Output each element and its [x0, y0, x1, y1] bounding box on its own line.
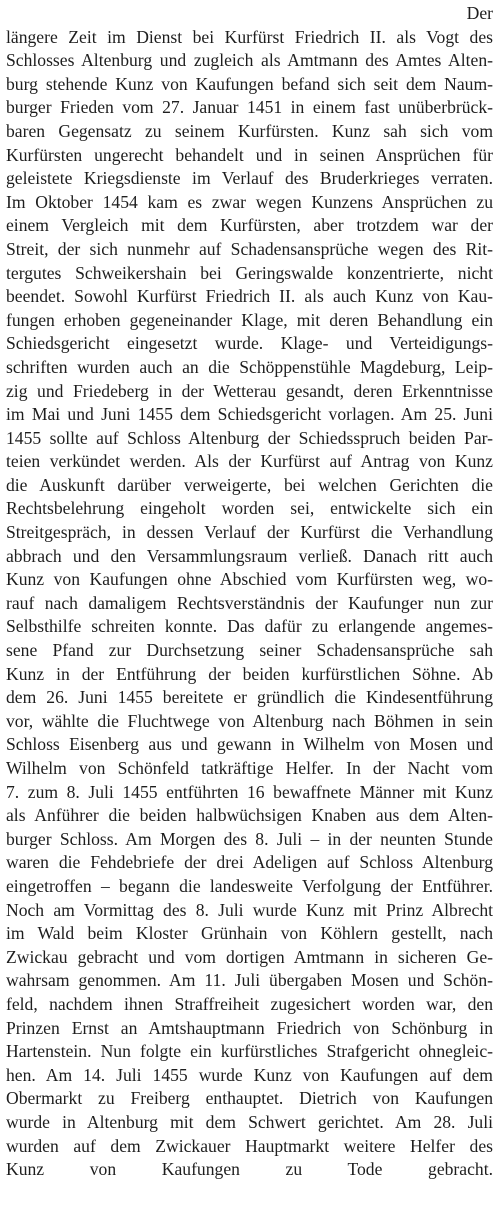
text-line: rauf nach damaligem Rechtsverständnis der Kaufunger nun zur: [6, 592, 493, 613]
text-line: die Auskunft darüber verweigerte, bei welchen Gerichten die: [6, 474, 493, 495]
text-line: vor, wählte die Fluchtwege von Altenburg nach Böhmen in sein: [6, 710, 493, 731]
text-line: Obermarkt zu Freiberg enthauptet. Dietrich von Kaufungen: [6, 1088, 493, 1109]
text-line: geleistete Kriegsdienste im Verlauf des Bruderkrieges verraten.: [6, 168, 493, 189]
text-line: Schlosses Altenburg und zugleich als Amtmann des Amtes Alten-: [6, 50, 493, 71]
text-line: wurde in Altenburg mit dem Schwert gerichtet. Am 28. Juli: [6, 1111, 493, 1132]
text-line: Selbsthilfe schreiten konnte. Das dafür zu erlangende angemes-: [6, 616, 493, 637]
text-line: wahrsam genommen. Am 11. Juli übergaben Mosen und Schön-: [6, 970, 493, 991]
text-line: im Mai und Juni 1455 dem Schiedsgericht vorlagen. Am 25. Juni: [6, 404, 493, 425]
text-line: Zwickau gebracht und vom dortigen Amtmann in sicheren Ge-: [6, 946, 493, 967]
text-line: wurden auf dem Zwickauer Hauptmarkt weitere Helfer des: [6, 1135, 493, 1156]
text-line: eingetroffen – begann die landesweite Verfolgung der Entführer.: [6, 875, 493, 896]
text-line: Prinzen Ernst an Amtshauptmann Friedrich von Schönburg in: [6, 1017, 493, 1038]
text-line: waren die Fehdebriefe der drei Adeligen auf Schloss Altenburg: [6, 852, 493, 873]
text-line: Kunz von Kaufungen zu Tode gebracht.: [6, 1159, 493, 1180]
text-line: beendet. Sowohl Kurfürst Friedrich II. als auch Kunz von Kau-: [6, 286, 493, 307]
text-line: burger Frieden vom 27. Januar 1451 in einem fast unüberbrück-: [6, 97, 493, 118]
text-line: zig und Friedeberg in der Wetterau gesandt, deren Erkenntnisse: [6, 380, 493, 401]
text-line: Streitgespräch, in dessen Verlauf der Kurfürst die Verhandlung: [6, 522, 493, 543]
text-line: sene Pfand zur Durchsetzung seiner Schadensansprüche sah: [6, 640, 493, 661]
text-line: hen. Am 14. Juli 1455 wurde Kunz von Kaufungen auf dem: [6, 1064, 493, 1085]
text-line: feld, nachdem ihnen Straffreiheit zugesichert worden war, den: [6, 993, 493, 1014]
text-line: Schiedsgericht eingesetzt wurde. Klage- und Verteidigungs-: [6, 333, 493, 354]
text-line: Hartenstein. Nun folgte ein kurfürstliches Strafgericht ohnegleic-: [6, 1041, 493, 1062]
text-line: burger Schloss. Am Morgen des 8. Juli – in der neunten Stunde: [6, 828, 493, 849]
body-text: [6, 2, 493, 1205]
text-line: burg stehende Kunz von Kaufungen befand sich seit dem Naum-: [6, 73, 493, 94]
text-line: abbrach und den Versammlungsraum verließ. Danach ritt auch: [6, 545, 493, 566]
text-line: als Anführer die beiden halbwüchsigen Knaben aus dem Alten-: [6, 805, 493, 826]
text-line: teien verkündet werden. Als der Kurfürst auf Antrag von Kunz: [6, 451, 493, 472]
text-line: [6, 1182, 493, 1205]
text-line: Rechtsbelehrung eingeholt worden sei, entwickelte sich ein: [6, 498, 493, 519]
text-line: fungen erhoben gegeneinander Klage, mit deren Behandlung ein: [6, 309, 493, 330]
text-line: Kurfürsten ungerecht behandelt und in seinen Ansprüchen für: [6, 144, 493, 165]
text-line: längere Zeit im Dienst bei Kurfürst Friedrich II. als Vogt des: [6, 26, 493, 47]
text-line: Kunz von Kaufungen ohne Abschied vom Kurfürsten weg, wo-: [6, 569, 493, 590]
text-line: Kunz in der Entführung der beiden kurfürstlichen Söhne. Ab: [6, 663, 493, 684]
text-line: schriften wurden auch an die Schöppenstühle Magdeburg, Leip-: [6, 356, 493, 377]
text-line: Im Oktober 1454 kam es zwar wegen Kunzens Ansprüchen zu: [6, 191, 493, 212]
text-line: Noch am Vormittag des 8. Juli wurde Kunz mit Prinz Albrecht: [6, 899, 493, 920]
text-line: 7. zum 8. Juli 1455 entführten 16 bewaffnete Männer mit Kunz: [6, 781, 493, 802]
text-line: im Wald beim Kloster Grünhain von Köhlern gestellt, nach: [6, 923, 493, 944]
text-line: Wilhelm von Schönfeld tatkräftige Helfer. In der Nacht vom: [6, 758, 493, 778]
text-line: Der: [466, 3, 493, 23]
text-line: Schloss Eisenberg aus und gewann in Wilhelm von Mosen und: [6, 734, 493, 755]
text-line: baren Gegensatz zu seinem Kurfürsten. Kunz sah sich vom: [6, 120, 493, 141]
text-line: dem 26. Juni 1455 bereitete er gründlich die Kindesentführung: [6, 687, 493, 708]
text-line: Streit, der sich nunmehr auf Schadensansprüche wegen des Rit-: [6, 238, 493, 259]
text-line: tergutes Schweikershain bei Geringswalde konzentrierte, nicht: [6, 262, 493, 283]
text-line: 1455 sollte auf Schloss Altenburg der Schiedsspruch beiden Par-: [6, 427, 493, 448]
text-line: einem Vergleich mit dem Kurfürsten, aber trotzdem war der: [6, 215, 493, 236]
